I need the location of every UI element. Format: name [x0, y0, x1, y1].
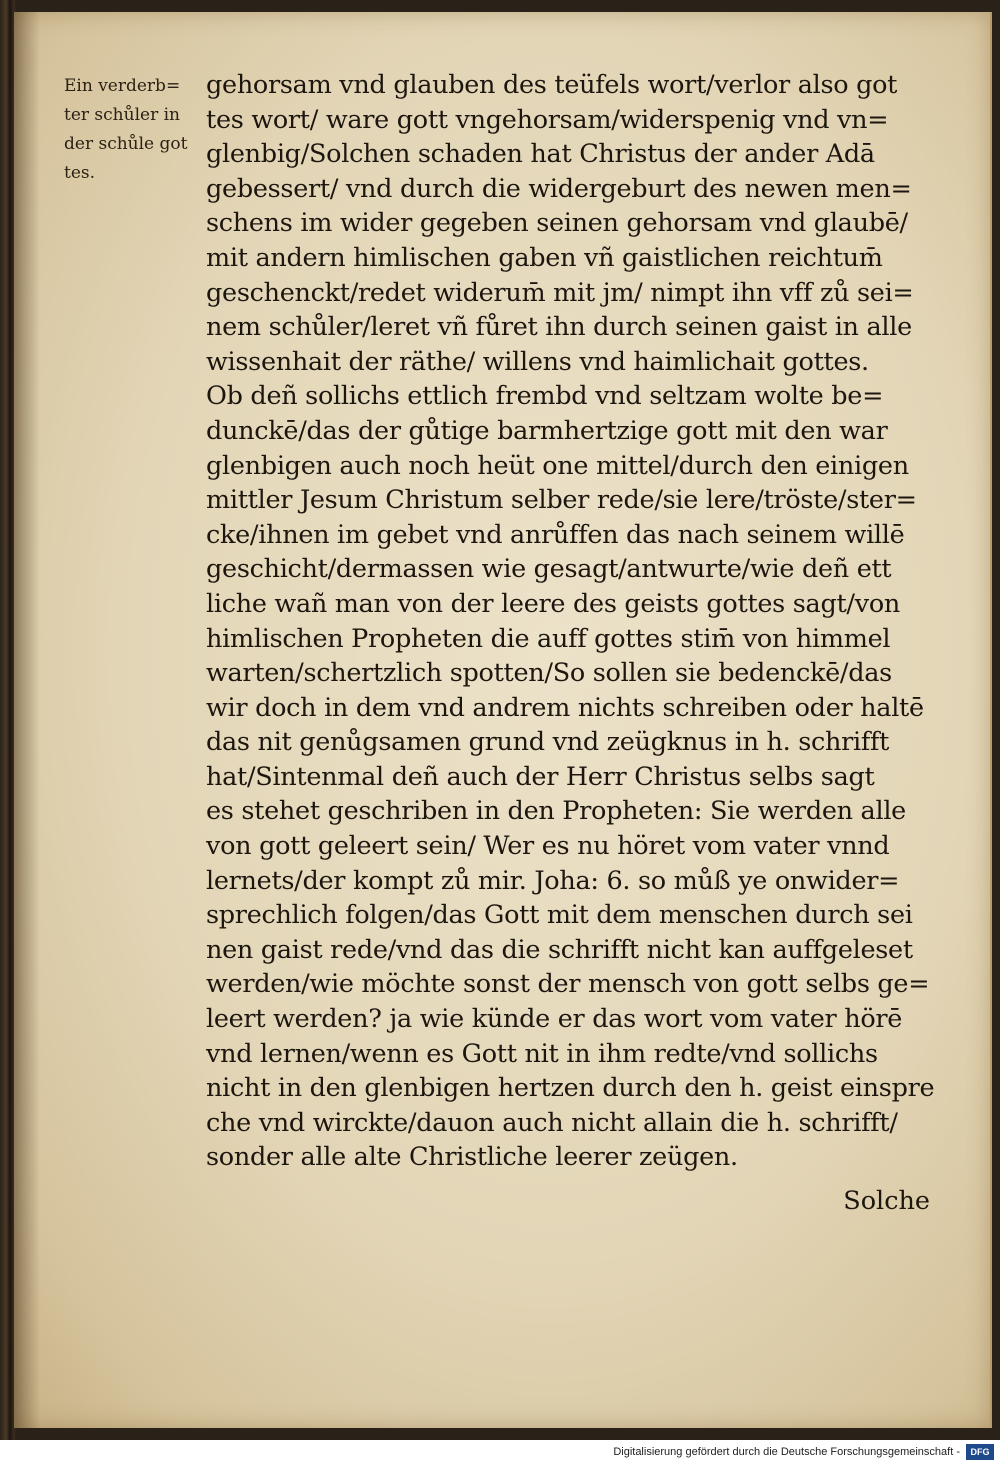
text-line: warten/schertzlich spotten/So sollen sie bedenckē/das	[206, 658, 892, 689]
text-line: hat/Sintenmal deñ auch der Herr Christus selbs sagt	[206, 761, 875, 792]
text-line: wissenhait der räthe/ willens vnd haimlichait gottes.	[206, 346, 869, 377]
text-line: leert werden? ja wie künde er das wort vom vater hörē	[206, 1004, 903, 1035]
margin-note-line: tes.	[64, 163, 96, 183]
text-line: es stehet geschriben in den Propheten: Sie werden alle	[206, 796, 906, 827]
footer-bar	[0, 1440, 1000, 1466]
text-line: von gott geleert sein/ Wer es nu höret vom vater vnnd	[206, 831, 890, 862]
text-line: sprechlich folgen/das Gott mit dem menschen durch sei	[206, 900, 913, 931]
dfg-logo: DFG	[966, 1444, 994, 1460]
body-text	[206, 68, 946, 1175]
text-line: himlischen Propheten die auff gottes stim̄ von himmel	[206, 623, 891, 654]
text-line: che vnd wirckte/dauon auch nicht allain die h. schrifft/	[206, 1107, 898, 1138]
margin-note-line: ter schůler in	[64, 105, 180, 125]
text-line: vnd lernen/wenn es Gott nit in ihm redte/vnd sollichs	[206, 1038, 878, 1069]
text-line: lernets/der kompt zů mir. Joha: 6. so můß ye onwider=	[206, 865, 900, 896]
text-line: mittler Jesum Christum selber rede/sie lere/tröste/ster=	[206, 485, 917, 516]
text-line: das nit genůgsamen grund vnd zeügknus in h. schrifft	[206, 727, 890, 758]
text-line: schens im wider gegeben seinen gehorsam vnd glaubē/	[206, 208, 908, 239]
text-line: gehorsam vnd glauben des teüfels wort/verlor also got	[206, 70, 898, 100]
text-line: cke/ihnen im gebet vnd anrůffen das nach seinem willē	[206, 519, 905, 550]
text-line: mit andern himlischen gaben vñ gaistlichen reichtum̄	[206, 242, 883, 273]
text-line: nen gaist rede/vnd das die schrifft nicht kan auffgeleset	[206, 934, 913, 965]
margin-note-line: der schůle got	[64, 134, 188, 154]
text-line: tes wort/ ware gott vngehorsam/widerspenig vnd vn=	[206, 104, 889, 135]
text-line: geschenckt/redet widerum̄ mit jm/ nimpt ihn vff zů sei=	[206, 277, 914, 308]
text-line: glenbig/Solchen schaden hat Christus der ander Adā	[206, 139, 875, 170]
text-line: nicht in den glenbigen hertzen durch den h. geist einspre	[206, 1073, 935, 1104]
text-line: dunckē/das der gůtige barmhertzige gott mit den war	[206, 415, 888, 446]
margin-note-line: Ein verderb=	[64, 76, 181, 96]
text-line: sonder alle alte Christliche leerer zeügen.	[206, 1142, 738, 1173]
text-line: wir doch in dem vnd andrem nichts schreiben oder haltē	[206, 692, 924, 723]
text-line: liche wañ man von der leere des geists gottes sagt/von	[206, 588, 900, 619]
margin-note	[64, 72, 214, 188]
text-line: geschicht/dermassen wie gesagt/antwurte/wie deñ ett	[206, 554, 892, 585]
text-line: Ob deñ sollichs ettlich frembd vnd seltzam wolte be=	[206, 381, 884, 412]
text-line: werden/wie möchte sonst der mensch von gott selbs ge=	[206, 969, 930, 1000]
catchword: Solche	[843, 1186, 930, 1216]
text-line: gebessert/ vnd durch die widergeburt des newen men=	[206, 173, 912, 204]
text-line: glenbigen auch noch heüt one mittel/durch den einigen	[206, 450, 909, 481]
gutter-shadow	[14, 12, 40, 1428]
funding-credit: Digitalisierung gefördert durch die Deutsche Forschungsgemeinschaft -	[613, 1446, 960, 1458]
text-line: nem schůler/leret vñ fůret ihn durch seinen gaist in alle	[206, 312, 912, 343]
